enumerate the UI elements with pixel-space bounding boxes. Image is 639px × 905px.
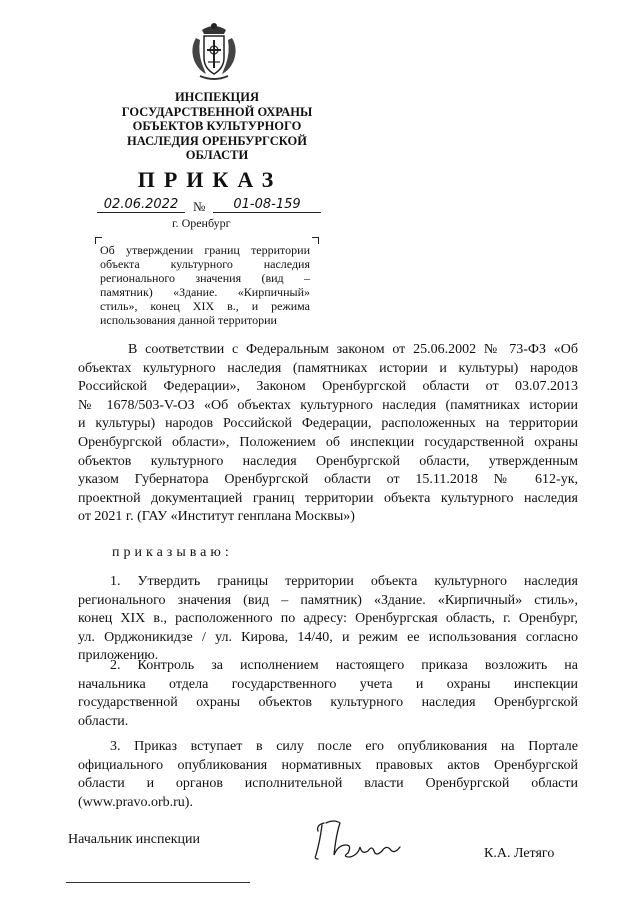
subject-line: памятник) «Здание. «Кирпичный» (100, 285, 310, 299)
org-line: ОБЛАСТИ (185, 148, 249, 162)
city-label: г. Оренбург (172, 216, 231, 230)
text-line: 3. Приказ вступает в силу после его опубликования на Портале (110, 739, 578, 754)
item-2-paragraph (78, 657, 578, 731)
signatory-title: Начальник инспекции (68, 832, 200, 847)
text-line: 1. Утвердить границы территории объекта культурного наследия (110, 574, 578, 589)
text-line: ул. Орджоникидзе / ул. Кирова, 14/40, и режим ее использования согласно (78, 629, 578, 645)
item-3-paragraph (78, 738, 578, 812)
subject-line: объекта культурного наследия (100, 257, 310, 271)
text-line: области. (78, 713, 129, 729)
org-line: НАСЛЕДИЯ ОРЕНБУРГСКОЙ (126, 133, 308, 148)
text-line: официального опубликования нормативных правовых актов Оренбургской (78, 757, 578, 773)
org-line: ИНСПЕКЦИЯ (174, 90, 260, 104)
text-line: области и органов исполнительной власти Оренбургской области (78, 776, 578, 792)
subject-line: Об утверждении границ территории (100, 243, 310, 257)
handwritten-signature (312, 815, 404, 863)
org-line: ГОСУДАРСТВЕННОЙ ОХРАНЫ (121, 104, 313, 119)
org-line: ОБЪЕКТОВ КУЛЬТУРНОГО (132, 119, 302, 133)
subject-block (100, 243, 310, 327)
document-type-title: ПРИКАЗ (137, 167, 283, 192)
text-line: № 1678/503-V-ОЗ «Об объектах культурного наследия (памятниках истории (78, 397, 578, 413)
text-line: объектах культурного наследия (памятниках истории и культуры) народов (78, 360, 578, 376)
text-line: регионального значения (вид – памятник) «Здание. «Кирпичный» стиль», (78, 592, 578, 608)
text-line: объектов культурного наследия Оренбургской области, утвержденным (78, 453, 578, 469)
order-number: 01-08-159 (213, 197, 321, 213)
text-line: Российской Федерации», Законом Оренбургской области от 03.07.2013 (78, 379, 578, 395)
text-line: Оренбургской области», Положением об инспекции государственной охраны (78, 434, 578, 450)
text-line: государственной охраны объектов культурного наследия Оренбургской (78, 695, 578, 711)
text-line: В соответствии с Федеральным законом от 25.06.2002 № 73-ФЗ «Об (128, 342, 578, 357)
text-line: 2. Контроль за исполнением настоящего приказа возложить на (110, 658, 578, 673)
subject-line: использования данной территории (100, 313, 277, 327)
signatory-name: К.А. Летяго (484, 846, 555, 861)
order-directive: приказываю: (112, 545, 233, 560)
text-line: и культуры) народов Российской Федерации, расположенных на территории (78, 416, 578, 432)
item-1-paragraph (78, 573, 578, 666)
subject-line: стиль», конец XIX в., и режима (100, 299, 310, 313)
coat-of-arms-icon (188, 20, 240, 82)
date-number-line (95, 197, 335, 217)
order-date: 02.06.2022 (97, 197, 185, 213)
text-line: указом Губернатора Оренбургской области от 15.11.2018 № 612-ук, (78, 472, 578, 488)
preamble-paragraph (78, 341, 578, 527)
subject-bracket-right (312, 237, 319, 244)
text-line: (www.pravo.orb.ru). (78, 794, 193, 810)
text-line: приложению. (78, 648, 159, 664)
text-line: от 2021 г. (ГАУ «Институт генплана Москвы») (78, 509, 355, 525)
organization-name (92, 90, 342, 163)
text-line: конец XIX в., расположенного по адресу: Оренбургская область, г. Оренбург, (78, 611, 578, 627)
text-line: проектной документацией границ территории объекта культурного наследия (78, 490, 578, 506)
subject-line: регионального значения (вид – (100, 271, 310, 285)
footer-divider (66, 882, 250, 883)
text-line: начальника отдела государственного учета и охраны инспекции (78, 676, 578, 692)
number-sign: № (193, 199, 206, 214)
